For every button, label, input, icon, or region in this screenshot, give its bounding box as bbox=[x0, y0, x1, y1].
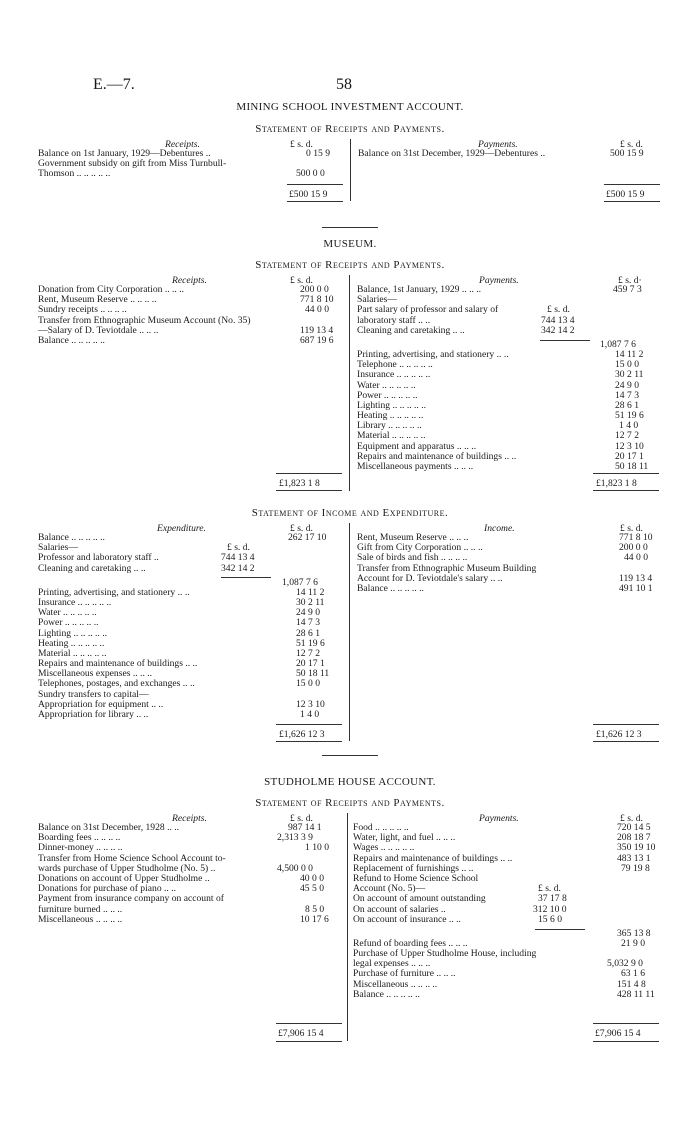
entry-amount: 63 1 6 bbox=[621, 968, 645, 980]
entry-label: Printing, advertising, and stationery .. .. bbox=[38, 586, 190, 598]
section-code: E.—7. bbox=[93, 76, 135, 93]
entry-label: Water .. .. .. .. .. bbox=[357, 379, 416, 391]
total-rule bbox=[593, 473, 659, 474]
entry-amount: 10 17 6 bbox=[300, 913, 329, 925]
entry-label: Equipment and apparatus .. .. .. bbox=[357, 440, 477, 452]
mining-receipts-head: Receipts. bbox=[165, 139, 200, 150]
mining-payments-head: Payments. bbox=[478, 139, 518, 150]
entry-row bbox=[353, 925, 663, 939]
total-rule bbox=[276, 724, 342, 725]
total-rule bbox=[276, 473, 342, 474]
total-rule bbox=[276, 490, 342, 491]
total-rule bbox=[593, 724, 659, 725]
entry-amount: 151 4 8 bbox=[617, 978, 646, 990]
entry-amount: 500 0 0 bbox=[296, 168, 325, 180]
entry-label: Part salary of professor and salary of bbox=[357, 304, 499, 316]
entry-label: Thomson .. .. .. .. .. bbox=[38, 168, 111, 180]
entry-amount: 51 19 6 bbox=[615, 410, 644, 422]
studholme-total-right: £7,906 15 4 bbox=[595, 1028, 641, 1039]
mining-total-right: £500 15 9 bbox=[606, 189, 645, 200]
entry-amount: 350 19 10 bbox=[617, 842, 656, 854]
entry-label: Appropriation for library .. .. bbox=[38, 709, 149, 720]
entry-amount: 1,087 7 6 bbox=[282, 576, 318, 588]
entry-label: Transfer from Ethnographic Museum Account (No. 35) bbox=[38, 314, 251, 326]
entry-label: wards purchase of Upper Studholme (No. 5) .. bbox=[38, 862, 216, 874]
entry-amount: 119 13 4 bbox=[619, 572, 653, 584]
column-divider bbox=[350, 139, 351, 201]
entry-label: Account for D. Teviotdale's salary .. .. bbox=[357, 572, 503, 584]
entry-label: Rent, Museum Reserve .. .. .. bbox=[357, 532, 469, 543]
mining-total-left: £500 15 9 bbox=[289, 189, 328, 200]
entry-label: Heating .. .. .. .. .. bbox=[38, 637, 105, 649]
museum-payments-list bbox=[357, 285, 662, 472]
sub-amount: 342 14 2 bbox=[541, 324, 575, 336]
entry-label: Gift from City Corporation .. .. .. bbox=[357, 542, 483, 554]
entry-amount: 1,087 7 6 bbox=[600, 338, 636, 350]
entry-amount: 8 5 0 bbox=[305, 903, 325, 915]
entry-label: Power .. .. .. .. .. bbox=[357, 389, 418, 401]
entry-amount: 40 0 0 bbox=[300, 872, 324, 884]
entry-amount: 30 2 11 bbox=[615, 369, 644, 381]
entry-row bbox=[353, 915, 663, 925]
entry-amount: 50 18 11 bbox=[615, 461, 649, 472]
entry-amount: 491 10 1 bbox=[619, 582, 653, 594]
entry-label: Miscellaneous expenses .. .. .. bbox=[38, 668, 153, 680]
entry-row bbox=[357, 326, 662, 336]
entry-row bbox=[357, 336, 662, 350]
total-rule bbox=[593, 1041, 659, 1042]
entry-label: Miscellaneous payments .. .. .. bbox=[357, 461, 474, 472]
entry-label: On account of amount outstanding bbox=[353, 893, 486, 905]
income-total-left: £1,626 12 3 bbox=[279, 729, 325, 740]
entry-label: On account of salaries .. bbox=[353, 903, 446, 915]
entry-amount: 14 11 2 bbox=[615, 348, 644, 360]
entry-amount: 500 15 9 bbox=[610, 148, 644, 159]
entry-row bbox=[38, 533, 343, 543]
museum-total-left: £1,823 1 8 bbox=[279, 478, 320, 489]
mining-subtitle: Statement of Receipts and Payments. bbox=[255, 123, 445, 135]
entry-label: Government subsidy on gift from Miss Turnbull- bbox=[38, 158, 227, 170]
entry-label: Printing, advertising, and stationery .. .. bbox=[357, 348, 509, 360]
entry-label: Cleaning and caretaking .. .. bbox=[357, 324, 465, 336]
subtotal-rule bbox=[221, 577, 271, 578]
entry-label: legal expenses .. .. .. bbox=[353, 958, 431, 970]
total-rule bbox=[593, 1023, 659, 1024]
entry-amount: 51 19 6 bbox=[296, 637, 325, 649]
entry-label: furniture burned .. .. .. bbox=[38, 903, 123, 915]
entry-amount: 14 11 2 bbox=[296, 586, 325, 598]
entry-amount: 50 18 11 bbox=[296, 668, 330, 680]
entry-label: Balance on 1st January, 1929—Debentures .. bbox=[38, 148, 211, 159]
entry-amount: 12 3 10 bbox=[296, 698, 325, 710]
entry-amount: 45 5 0 bbox=[300, 883, 324, 895]
entry-label: —Salary of D. Teviotdale .. .. .. bbox=[38, 324, 159, 336]
entry-label: Transfer from Ethnographic Museum Building bbox=[357, 562, 537, 574]
studholme-receipts-list bbox=[38, 823, 343, 925]
sub-amount: 37 17 8 bbox=[538, 893, 567, 905]
studholme-payments-head: Payments. bbox=[479, 813, 519, 824]
entry-label: Repairs and maintenance of buildings .. .. bbox=[353, 852, 513, 864]
expenditure-list bbox=[38, 533, 343, 720]
entry-label: Purchase of furniture .. .. .. bbox=[353, 968, 456, 980]
entry-row bbox=[357, 462, 662, 472]
entry-label: Transfer from Home Science School Account to- bbox=[38, 852, 226, 864]
entry-label: Refund to Home Science School bbox=[353, 872, 479, 884]
entry-amount: 365 13 8 bbox=[617, 927, 651, 939]
museum-total-right: £1,823 1 8 bbox=[596, 478, 637, 489]
total-rule bbox=[276, 1023, 342, 1024]
entry-label: Balance .. .. .. .. .. bbox=[38, 532, 105, 543]
entry-label: Repairs and maintenance of buildings .. .. bbox=[357, 450, 517, 462]
entry-label: Balance on 31st December, 1928 .. .. bbox=[38, 822, 180, 833]
entry-amount: 12 3 10 bbox=[615, 440, 644, 452]
mining-lsd-left: £ s. d. bbox=[290, 139, 313, 150]
entry-label: Heating .. .. .. .. .. bbox=[357, 410, 424, 422]
entry-label: Cleaning and caretaking .. .. bbox=[38, 562, 146, 574]
museum-receipts-head: Receipts. bbox=[172, 275, 207, 286]
total-rule bbox=[287, 184, 343, 185]
entry-row bbox=[38, 336, 343, 346]
income-head: Income. bbox=[484, 523, 515, 534]
entry-amount: 771 8 10 bbox=[619, 532, 653, 543]
sub-amount: 312 10 0 bbox=[533, 903, 567, 915]
entry-amount: 12 7 2 bbox=[296, 647, 320, 659]
museum-payments-head: Payments. bbox=[479, 275, 519, 286]
entry-amount: 44 0 0 bbox=[624, 552, 648, 564]
entry-amount: 15 0 0 bbox=[615, 359, 639, 371]
entry-row bbox=[357, 584, 662, 594]
entry-label: Miscellaneous .. .. .. .. bbox=[38, 913, 123, 925]
mining-payments-list bbox=[358, 149, 663, 159]
page-number: 58 bbox=[336, 76, 352, 93]
column-divider bbox=[349, 275, 350, 491]
entry-amount: 119 13 4 bbox=[300, 324, 334, 336]
entry-amount: 24 9 0 bbox=[615, 379, 639, 391]
museum-lsd-right: £ s. d· bbox=[618, 275, 642, 286]
total-rule bbox=[604, 184, 660, 185]
entry-label: Balance, 1st January, 1929 .. .. .. bbox=[357, 284, 482, 295]
entry-label: On account of insurance .. .. bbox=[353, 913, 461, 925]
studholme-title: STUDHOLME HOUSE ACCOUNT. bbox=[264, 776, 436, 788]
entry-amount: 12 7 2 bbox=[615, 430, 639, 442]
entry-label: Lighting .. .. .. .. .. bbox=[38, 627, 108, 639]
entry-amount: 79 19 8 bbox=[621, 862, 650, 874]
entry-label: Telephone .. .. .. .. .. bbox=[357, 359, 433, 371]
total-rule bbox=[604, 201, 660, 202]
entry-amount: 1 4 0 bbox=[300, 709, 320, 720]
expenditure-head: Expenditure. bbox=[157, 523, 206, 534]
entry-label: Wages .. .. .. .. .. bbox=[353, 842, 415, 854]
entry-amount: 2,313 3 9 bbox=[277, 832, 313, 844]
entry-amount: 459 7 3 bbox=[613, 284, 642, 295]
entry-amount: 20 17 1 bbox=[296, 658, 325, 670]
studholme-receipts-head: Receipts. bbox=[172, 813, 207, 824]
sub-amount: 744 13 4 bbox=[221, 552, 255, 564]
entry-label: Material .. .. .. .. .. bbox=[38, 647, 107, 659]
museum-subtitle: Statement of Receipts and Payments. bbox=[255, 259, 445, 271]
entry-label: Repairs and maintenance of buildings .. .. bbox=[38, 658, 198, 670]
entry-label: Balance .. .. .. .. .. bbox=[357, 582, 424, 594]
total-rule bbox=[593, 490, 659, 491]
entry-label: Donations on account of Upper Studholme .. bbox=[38, 872, 210, 884]
entry-amount: 262 17 10 bbox=[288, 532, 327, 543]
entry-label: Sundry receipts .. .. .. .. bbox=[38, 304, 127, 316]
entry-label: Telephones, postages, and exchanges .. .. bbox=[38, 678, 195, 690]
entry-label: Donation from City Corporation .. .. .. bbox=[38, 284, 185, 295]
entry-amount: 1 10 0 bbox=[305, 842, 329, 854]
studholme-payments-list bbox=[353, 823, 663, 1000]
entry-amount: 0 15 9 bbox=[306, 148, 330, 159]
entry-amount: 15 0 0 bbox=[296, 678, 320, 690]
entry-label: laboratory staff .. .. bbox=[357, 314, 431, 326]
income-subtitle: Statement of Income and Expenditure. bbox=[251, 507, 449, 519]
entry-label: Appropriation for equipment .. .. bbox=[38, 698, 164, 710]
entry-amount: 483 13 1 bbox=[617, 852, 651, 864]
entry-row bbox=[38, 169, 343, 179]
column-divider bbox=[349, 523, 350, 741]
entry-amount: 4,500 0 0 bbox=[277, 862, 313, 874]
entry-amount: 28 6 1 bbox=[296, 627, 320, 639]
entry-row bbox=[38, 564, 343, 574]
entry-label: Insurance .. .. .. .. .. bbox=[357, 369, 431, 381]
entry-amount: 720 14 5 bbox=[617, 822, 651, 833]
entry-amount: 30 2 11 bbox=[296, 596, 325, 608]
entry-row bbox=[38, 710, 343, 720]
total-rule bbox=[287, 201, 343, 202]
sub-lsd-head: £ s. d. bbox=[538, 883, 561, 895]
entry-amount: 687 19 6 bbox=[300, 334, 334, 346]
entry-amount: 1 4 0 bbox=[619, 420, 639, 432]
sub-amount: 15 6 0 bbox=[538, 913, 562, 925]
total-rule bbox=[276, 741, 342, 742]
studholme-lsd-left: £ s. d. bbox=[290, 813, 313, 824]
entry-label: Food .. .. .. .. .. bbox=[353, 822, 409, 833]
mining-receipts-list bbox=[38, 149, 343, 180]
entry-amount: 208 18 7 bbox=[617, 832, 651, 844]
entry-label: Insurance .. .. .. .. .. bbox=[38, 596, 112, 608]
total-rule bbox=[276, 1041, 342, 1042]
entry-label: Balance on 31st December, 1929—Debentures .. bbox=[358, 148, 546, 159]
entry-label: Account (No. 5)— bbox=[353, 883, 426, 895]
total-rule bbox=[593, 741, 659, 742]
studholme-subtitle: Statement of Receipts and Payments. bbox=[255, 797, 445, 809]
entry-row bbox=[357, 285, 662, 295]
entry-label: Sale of birds and fish .. .. .. .. bbox=[357, 552, 468, 564]
entry-label: Salaries— bbox=[357, 294, 397, 306]
entry-label: Water .. .. .. .. .. bbox=[38, 607, 97, 619]
column-divider bbox=[347, 813, 348, 1041]
entry-label: Professor and laboratory staff .. bbox=[38, 552, 159, 564]
entry-row bbox=[38, 574, 343, 588]
sub-lsd-head: £ s. d. bbox=[227, 542, 250, 554]
entry-amount: 20 17 1 bbox=[615, 450, 644, 462]
entry-label: Dinner-money .. .. .. .. bbox=[38, 842, 123, 854]
entry-label: Donations for purchase of piano .. .. bbox=[38, 883, 177, 895]
museum-receipts-list bbox=[38, 285, 343, 346]
income-list bbox=[357, 533, 662, 594]
studholme-total-left: £7,906 15 4 bbox=[278, 1028, 324, 1039]
entry-amount: 771 8 10 bbox=[300, 294, 334, 306]
entry-amount: 44 0 0 bbox=[305, 304, 329, 316]
sub-amount: 744 13 4 bbox=[541, 314, 575, 326]
subtotal-rule bbox=[535, 929, 585, 930]
entry-label: Payment from insurance company on account of bbox=[38, 893, 224, 905]
entry-label: Power .. .. .. .. .. bbox=[38, 617, 99, 629]
entry-row bbox=[358, 149, 663, 159]
entry-label: Rent, Museum Reserve .. .. .. .. bbox=[38, 294, 157, 306]
entry-label: Water, light, and fuel .. .. .. bbox=[353, 832, 456, 844]
entry-amount: 5,032 9 0 bbox=[607, 958, 643, 970]
entry-amount: 24 9 0 bbox=[296, 607, 320, 619]
subtotal-rule bbox=[540, 340, 590, 341]
entry-amount: 14 7 3 bbox=[615, 389, 639, 401]
sub-lsd-head: £ s. d. bbox=[547, 304, 570, 316]
entry-label: Balance .. .. .. .. .. bbox=[353, 988, 420, 1000]
entry-label: Miscellaneous .. .. .. .. bbox=[353, 978, 438, 990]
studholme-lsd-right: £ s. d. bbox=[620, 813, 643, 824]
income-lsd-left: £ s. d. bbox=[290, 523, 313, 534]
entry-amount: 200 0 0 bbox=[619, 542, 648, 554]
entry-label: Balance .. .. .. .. .. bbox=[38, 334, 105, 346]
mining-lsd-right: £ s. d. bbox=[620, 139, 643, 150]
entry-label: Purchase of Upper Studholme House, including bbox=[353, 948, 537, 960]
section-divider bbox=[322, 227, 378, 228]
entry-amount: 987 14 1 bbox=[288, 822, 322, 833]
entry-label: Replacement of furnishings .. .. bbox=[353, 862, 474, 874]
entry-label: Boarding fees .. .. .. .. bbox=[38, 832, 121, 844]
income-total-right: £1,626 12 3 bbox=[596, 729, 642, 740]
entry-label: Library .. .. .. .. .. bbox=[357, 420, 422, 432]
section-divider bbox=[322, 755, 378, 756]
museum-title: MUSEUM. bbox=[323, 238, 377, 250]
entry-row bbox=[38, 915, 343, 925]
entry-label: Refund of boarding fees .. .. .. bbox=[353, 937, 468, 949]
entry-label: Sundry transfers to capital— bbox=[38, 688, 149, 700]
museum-lsd-left: £ s. d. bbox=[290, 275, 313, 286]
income-lsd-right: £ s. d. bbox=[620, 523, 643, 534]
entry-label: Material .. .. .. .. .. bbox=[357, 430, 426, 442]
entry-amount: 21 9 0 bbox=[621, 937, 645, 949]
entry-amount: 14 7 3 bbox=[296, 617, 320, 629]
entry-label: Lighting .. .. .. .. .. bbox=[357, 399, 427, 411]
entry-amount: 200 0 0 bbox=[300, 284, 329, 295]
entry-label: Salaries— bbox=[38, 542, 78, 554]
entry-amount: 428 11 11 bbox=[617, 988, 655, 1000]
entry-amount: 28 6 1 bbox=[615, 399, 639, 411]
mining-title: MINING SCHOOL INVESTMENT ACCOUNT. bbox=[236, 101, 464, 113]
sub-amount: 342 14 2 bbox=[221, 562, 255, 574]
entry-row bbox=[353, 990, 663, 1000]
